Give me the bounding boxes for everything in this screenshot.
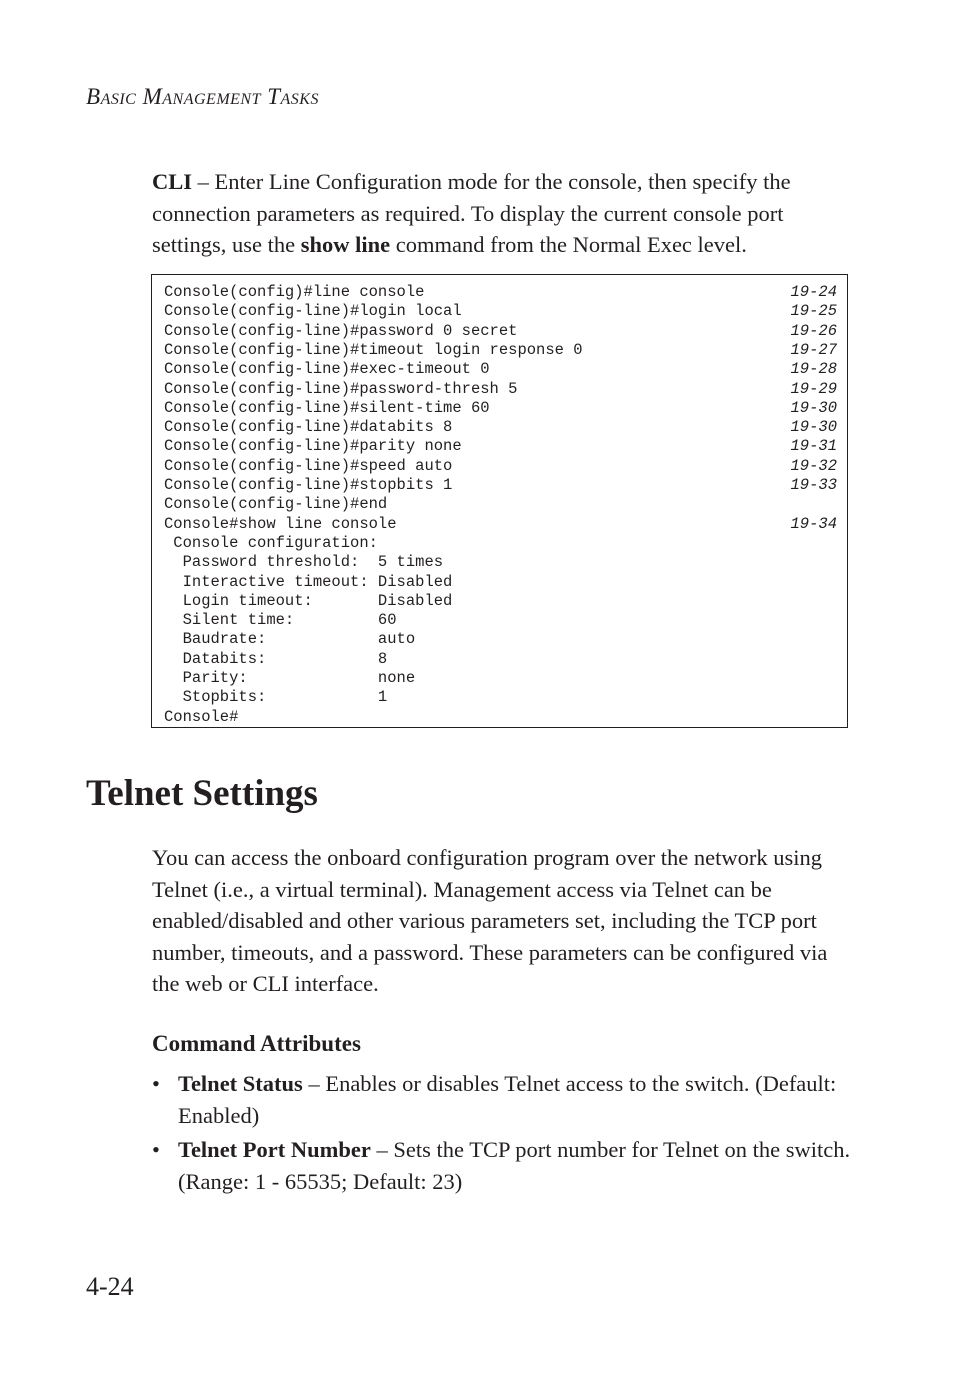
- code-command: Password threshold: 5 times: [164, 553, 444, 572]
- code-line: [164, 283, 837, 302]
- bullet-icon: •: [152, 1071, 160, 1096]
- code-page-reference: 19-27: [790, 340, 837, 359]
- code-command: Parity: none: [164, 669, 416, 687]
- code-command: Console(config-line)#databits 8: [164, 418, 453, 437]
- running-head-part: B: [86, 84, 101, 109]
- code-command: Stopbits: 1: [164, 688, 388, 707]
- code-command: Console(config-line)#exec-timeout 0: [164, 360, 490, 379]
- code-page-reference: 19-29: [790, 379, 837, 398]
- code-command: Console(config-line)#timeout login response 0: [164, 340, 583, 359]
- code-command: Baudrate: auto: [164, 630, 416, 649]
- command-attributes-heading: Command Attributes: [152, 1031, 361, 1056]
- code-line: [164, 495, 837, 514]
- code-command: Databits: 8: [164, 649, 388, 668]
- code-command: Console(config-line)#parity none: [164, 437, 462, 456]
- code-line: [164, 650, 837, 669]
- code-line: [164, 437, 837, 456]
- code-line: [164, 688, 837, 707]
- code-line: [164, 611, 837, 630]
- code-page-reference: 19-34: [790, 514, 837, 533]
- code-line: [164, 708, 837, 727]
- code-command: Console(config-line)#silent-time 60: [164, 398, 490, 417]
- running-head: [86, 84, 319, 110]
- code-command: Console(config-line)#password 0 secret: [164, 321, 518, 340]
- code-command: Console(config)#line console: [164, 283, 425, 301]
- code-command: Console#show line console: [164, 514, 397, 533]
- attribute-item-telnet-port-number: [152, 1134, 852, 1197]
- page-number: 4-24: [86, 1272, 134, 1301]
- code-line: [164, 534, 837, 553]
- code-command: Console(config-line)#password-thresh 5: [164, 379, 518, 398]
- code-line: [164, 553, 837, 572]
- attribute-text: [178, 1068, 852, 1131]
- code-command: Console(config-line)#stopbits 1: [164, 476, 453, 494]
- code-page-reference: 19-28: [790, 360, 837, 379]
- code-line: [164, 418, 837, 437]
- code-example-box: [151, 274, 848, 728]
- attribute-desc: – Enables or disables Telnet access to the switch. (Default: Enabled): [178, 1071, 837, 1128]
- code-command: Console#: [164, 707, 239, 726]
- attribute-item-telnet-status: [152, 1068, 852, 1131]
- code-command: Console configuration:: [164, 533, 378, 552]
- code-line: [164, 457, 837, 476]
- code-page-reference: 19-25: [790, 302, 837, 321]
- code-line: [164, 399, 837, 418]
- running-head-part: M: [136, 84, 163, 109]
- running-head-part: ANAGEMENT: [162, 91, 261, 108]
- show-line-command: show line: [300, 232, 391, 257]
- attribute-term: Telnet Port Number: [178, 1137, 371, 1162]
- code-line: [164, 573, 837, 592]
- attribute-text: [178, 1134, 852, 1197]
- running-head-part: T: [260, 84, 281, 109]
- running-head-part: ASKS: [280, 91, 319, 108]
- code-line: [164, 380, 837, 399]
- code-line: [164, 515, 837, 534]
- code-page-reference: 19-26: [790, 321, 837, 340]
- cli-label: CLI: [152, 169, 193, 194]
- attribute-term: Telnet Status: [178, 1071, 303, 1096]
- code-page-reference: 19-32: [790, 456, 837, 475]
- code-command: Login timeout: Disabled: [164, 591, 453, 610]
- section-paragraph: You can access the onboard configuration program over the network using Telnet (i.e., a virtual terminal). Management access via Telnet can be enabled/disabled and other various parameters set, including the TCP port number, timeouts, and a password. These parameters can be configured via the web or CLI interface.: [152, 845, 828, 996]
- code-line: [164, 302, 837, 321]
- code-page-reference: 19-33: [790, 476, 837, 494]
- code-page-reference: 19-31: [790, 437, 837, 456]
- intro-paragraph: [152, 166, 852, 261]
- code-page-reference: 19-24: [790, 283, 837, 301]
- code-line: [164, 669, 837, 688]
- intro-text-before: – Enter Line Configuration mode for the console, then specify the connection parameters as required. To display the current console port settings, use the: [152, 169, 791, 257]
- code-command: Silent time: 60: [164, 611, 397, 630]
- code-command: Console(config-line)#end: [164, 495, 388, 514]
- code-line: [164, 341, 837, 360]
- code-line: [164, 322, 837, 341]
- intro-text-after: command from the Normal Exec level.: [390, 232, 747, 257]
- attribute-desc: – Sets the TCP port number for Telnet on the switch. (Range: 1 - 65535; Default: 23): [178, 1137, 851, 1194]
- running-head-part: ASIC: [100, 91, 137, 108]
- code-command: Interactive timeout: Disabled: [164, 572, 453, 591]
- code-page-reference: 19-30: [790, 418, 837, 437]
- code-line: [164, 360, 837, 379]
- code-command: Console(config-line)#login local: [164, 302, 462, 321]
- code-line: [164, 476, 837, 495]
- bullet-icon: •: [152, 1137, 160, 1162]
- code-line: [164, 592, 837, 611]
- code-command: Console(config-line)#speed auto: [164, 456, 453, 475]
- code-line: [164, 630, 837, 649]
- code-page-reference: 19-30: [790, 398, 837, 417]
- section-title: Telnet Settings: [86, 773, 318, 814]
